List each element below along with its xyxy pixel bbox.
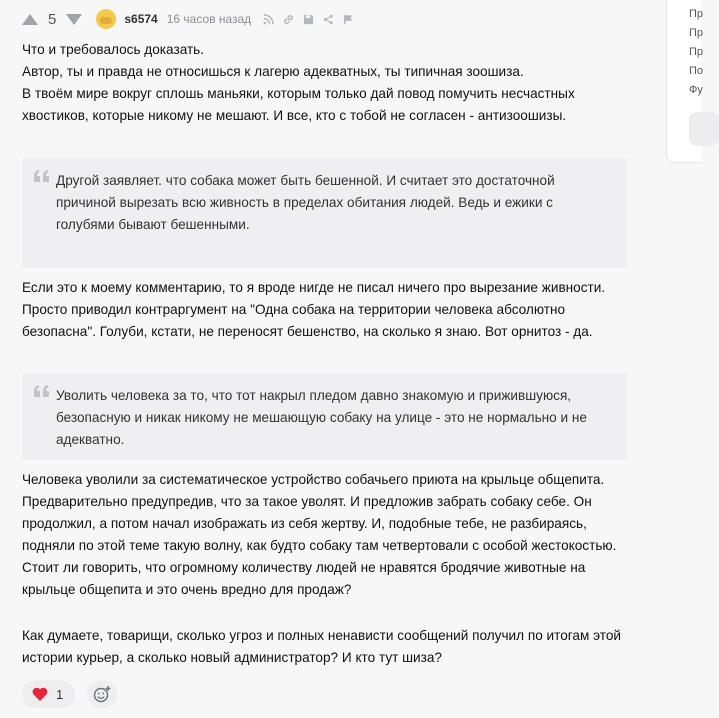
share-icon[interactable] [323,14,334,25]
comment-paragraph-2 [22,277,628,343]
link-icon[interactable] [283,14,294,25]
sidebar-button[interactable] [689,112,719,146]
sidebar-list [689,5,703,100]
comment-rating: 5 [48,10,57,28]
quote-text: Уволить человека за то, что тот накрыл пледом давно знакомую и прижившуюся, безопасную и никак никому не мешающую собаку на улице - это не нормально и не адекватно. [56,388,587,447]
text-line: Как думаете, товарищи, сколько угроз и полных ненависти сообщений получил по итогам этой истории курьер, а сколько новый администратор? И кто тут шиза? [22,628,621,665]
save-icon[interactable] [303,14,314,25]
quote-text: Другой заявляет. что собака может быть бешенной. И считает это достаточной причиной вырезать всю живность в пределах обитания людей. Ведь и ежики с голубями бывают бешенными. [56,173,555,232]
text-line: Человека уволили за систематическое устройство собачьего приюта на крыльце общепита. Предварительно предупредив, что за такое уволят. И предложив забрать собаку себе. Он продолжил, а потом начал изображать из себя жертву. И, подобные тебе, не разбираясь, подняли по этой теме такую волну, как будто собаку там четвертовали с особой жестокостью. [22,472,617,553]
comment-footer [22,680,117,708]
sidebar-item[interactable]: Пр [689,46,704,58]
text-line: Что и требовалось доказать. [22,42,205,57]
quote-icon [34,170,50,182]
comment-paragraph-1 [22,39,628,127]
text-line: В твоём мире вокруг сплошь маньяки, которым только дай повод помучить несчастных хвостиков, которые никому не мешают. И все, кто с тобой не согласен - антизоошизы. [22,86,575,123]
quote-block-2 [22,373,627,460]
like-count: 1 [56,686,64,702]
comment-paragraph-4 [22,625,628,669]
flag-icon[interactable] [343,14,354,25]
comment-time[interactable]: 16 часов назад [166,12,252,26]
downvote-icon[interactable] [66,14,82,25]
add-reaction-button[interactable] [87,680,117,708]
sidebar-item[interactable]: Фу [689,84,703,96]
sidebar-item[interactable]: Пр [689,8,704,20]
sidebar-item[interactable]: Пр [689,27,704,39]
avatar[interactable] [96,9,116,29]
text-line: Стоит ли говорить, что огромному количеству людей не нравятся бродячие животные на крыльце общепита и это очень вредно для продаж? [22,560,586,597]
sidebar-item[interactable]: По [689,65,704,77]
comment-paragraph-3 [22,469,628,601]
add-emoji-icon [93,685,111,703]
author-name[interactable]: s6574 [124,12,158,26]
quote-block-1 [22,158,627,268]
text-line: Если это к моему комментарию, то я вроде нигде не писал ничего про вырезание живности. Просто приводил контраргумент на "Одна собака на территории человека абсолютно безопасна". Голуби, кстати, не переносят бешенство, на сколько я знаю. Вот орнитоз - да. [22,280,606,339]
rss-icon[interactable] [263,14,274,25]
comment-header [22,7,354,31]
sidebar-panel [666,0,704,163]
like-button[interactable] [22,680,75,708]
quote-icon [34,385,50,397]
text-line: Автор, ты и правда не относишься к лагерю адекватных, ты типичная зоошиза. [22,64,524,79]
heart-icon [32,687,48,701]
upvote-icon[interactable] [22,14,38,25]
